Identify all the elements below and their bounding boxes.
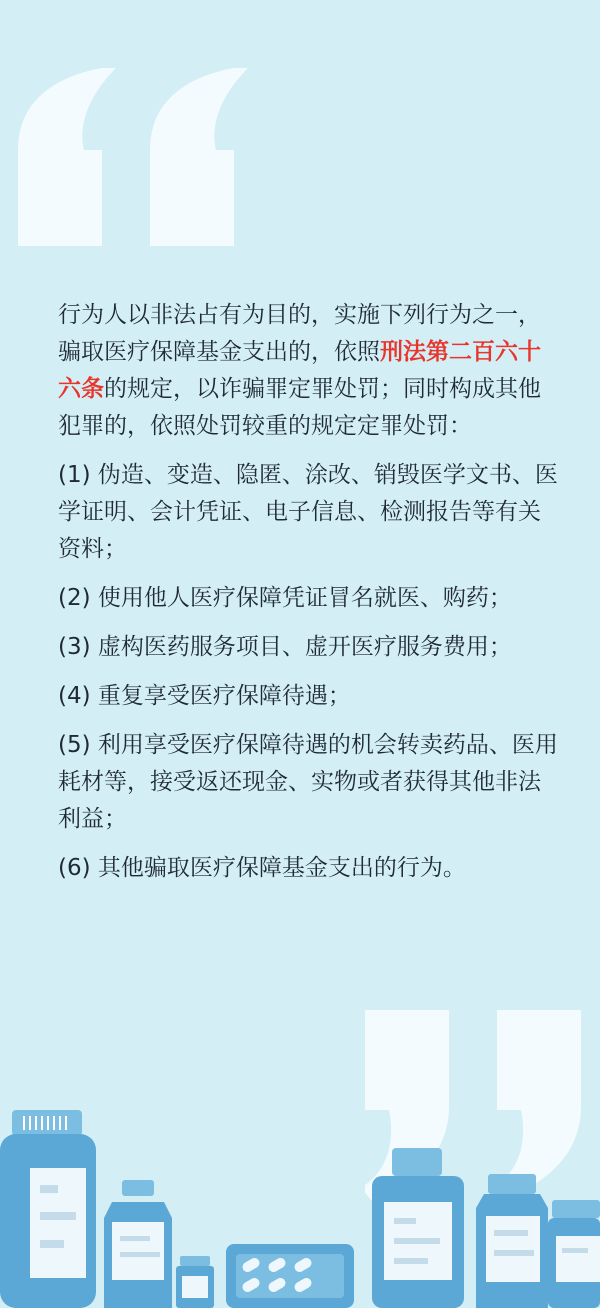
list-item: (4) 重复享受医疗保障待遇； (58, 683, 351, 709)
medicine-bottles-illustration (0, 1090, 600, 1308)
small-vial-icon (176, 1256, 214, 1308)
right-bottle-icon (476, 1174, 548, 1308)
list-item: (3) 虚构医药服务项目、虚开医疗服务费用； (58, 634, 512, 660)
list-item: (2) 使用他人医疗保障凭证冒名就医、购药； (58, 585, 512, 611)
list-item: (5) 利用享受医疗保障待遇的机会转卖药品、医用耗材等，接受返还现金、实物或者获得其他非法利益； (58, 732, 558, 832)
list-item: (1) 伪造、变造、隐匿、涂改、销毁医学文书、医学证明、会计凭证、电子信息、检测报告等有关资料； (58, 462, 558, 562)
open-quote-icon (18, 66, 248, 248)
tall-bottle-icon (372, 1148, 464, 1308)
medium-bottle-icon (104, 1180, 172, 1308)
pill-box-icon (226, 1244, 354, 1308)
law-reference: 刑法第二百六十六条 (58, 339, 541, 402)
intro-paragraph (58, 297, 558, 445)
list-item: (6) 其他骗取医疗保障基金支出的行为。 (58, 855, 466, 881)
large-jar-icon (0, 1110, 96, 1308)
intro-text-1: 行为人以非法占有为目的，实施下列行为之一，骗取医疗保障基金支出的，依照 (58, 302, 541, 365)
intro-text-2: 的规定，以诈骗罪定罪处罚；同时构成其他犯罪的，依照处罚较重的规定定罪处罚： (58, 376, 541, 439)
article-body (58, 297, 558, 887)
edge-bottle-icon (548, 1200, 600, 1308)
